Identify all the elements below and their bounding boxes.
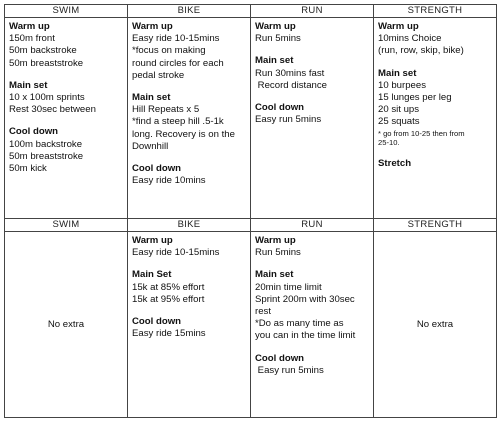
header-strength: STRENGTH: [374, 219, 497, 232]
cell-swim-1: [5, 18, 128, 219]
section-title: Main set: [255, 55, 294, 67]
text-line: 10 x 100m sprints: [9, 92, 85, 104]
section-title: Main set: [378, 67, 417, 79]
workout-row-2: [5, 232, 497, 418]
text-line: Run 5mins: [255, 33, 301, 45]
text-line: 50m breaststroke: [9, 57, 84, 69]
cell-bike-2: [128, 232, 251, 418]
section-title: Main Set: [132, 269, 172, 281]
text-line: rest: [255, 306, 271, 318]
text-line: 10mins Choice: [378, 33, 442, 45]
text-line: Run 30mins fast: [255, 67, 325, 79]
cell-strength-1: [374, 18, 497, 219]
section-title: Warm up: [132, 21, 173, 32]
text-line: pedal stroke: [132, 69, 185, 81]
section-title: Warm up: [378, 21, 419, 32]
run-cool-block: [255, 353, 370, 377]
section-title: Main set: [255, 269, 294, 281]
header-bike: BIKE: [128, 5, 251, 18]
text-line: *Do as many time as: [255, 318, 344, 330]
section-title: Cool down: [132, 163, 182, 175]
text-line: 50m breaststroke: [9, 150, 84, 162]
strength-warmup-block: [378, 21, 493, 58]
header-bike: BIKE: [128, 219, 251, 232]
swim-main-block: [9, 80, 124, 117]
bike-cool-block: [132, 316, 247, 340]
section-title: Cool down: [255, 102, 305, 114]
strength-stretch-block: [378, 158, 493, 170]
no-extra-label: No extra: [47, 319, 85, 330]
no-extra-label: No extra: [416, 319, 454, 330]
text-line: 20 sit ups: [378, 104, 420, 116]
cell-bike-1: [128, 18, 251, 219]
bike-cool-block: [132, 163, 247, 187]
header-row-2: [5, 219, 497, 232]
run-warmup-block: [255, 235, 370, 259]
header-swim: SWIM: [5, 219, 128, 232]
text-line: Easy ride 10-15mins: [132, 33, 220, 45]
workout-plan-sheet: [4, 4, 496, 421]
swim-cool-block: [9, 126, 124, 175]
section-title: Main set: [9, 79, 48, 91]
cell-swim-2: [5, 232, 128, 418]
strength-main-block: [378, 68, 493, 148]
header-strength: STRENGTH: [374, 5, 497, 18]
header-row-1: [5, 5, 497, 18]
text-line: Sprint 200m with 30sec: [255, 293, 355, 305]
header-run: RUN: [251, 5, 374, 18]
header-run: RUN: [251, 219, 374, 232]
run-main-block: [255, 269, 370, 342]
workout-table: [4, 4, 497, 418]
section-title: Stretch: [378, 157, 412, 169]
note-line: * go from 10-25 then from: [378, 128, 465, 138]
section-title: Warm up: [132, 235, 173, 246]
text-line: 15 lunges per leg: [378, 92, 452, 104]
run-warmup-block: [255, 21, 370, 45]
text-line: Easy ride 10mins: [132, 175, 206, 187]
text-line: Easy run 5mins: [255, 364, 324, 376]
cell-run-1: [251, 18, 374, 219]
text-line: 100m backstroke: [9, 138, 83, 150]
section-title: Warm up: [255, 235, 296, 246]
cell-strength-2: [374, 232, 497, 418]
text-line: 15k at 95% effort: [132, 293, 205, 305]
text-line: (run, row, skip, bike): [378, 45, 464, 57]
text-line: Easy ride 15mins: [132, 328, 206, 340]
text-line: Easy run 5mins: [255, 114, 322, 126]
text-line: Downhill: [132, 140, 169, 152]
section-title: Cool down: [9, 126, 59, 138]
text-line: *find a steep hill .5-1k: [132, 116, 224, 128]
text-line: 20min time limit: [255, 281, 322, 293]
text-line: round circles for each: [132, 57, 224, 69]
text-line: Rest 30sec between: [9, 104, 96, 116]
text-line: Record distance: [255, 79, 327, 91]
text-line: you can in the time limit: [255, 330, 356, 342]
text-line: 25 squats: [378, 116, 420, 128]
header-swim: SWIM: [5, 5, 128, 18]
run-cool-block: [255, 102, 370, 126]
section-title: Warm up: [255, 21, 296, 32]
text-line: long. Recovery is on the: [132, 128, 235, 140]
text-line: *focus on making: [132, 45, 206, 57]
workout-row-1: [5, 18, 497, 219]
bike-main-block: [132, 269, 247, 306]
section-title: Cool down: [132, 316, 182, 328]
run-main-block: [255, 55, 370, 92]
swim-warmup-block: [9, 21, 124, 70]
bike-warmup-block: [132, 235, 247, 259]
section-title: Cool down: [255, 352, 305, 364]
bike-main-block: [132, 92, 247, 153]
cell-run-2: [251, 232, 374, 418]
text-line: 15k at 85% effort: [132, 281, 205, 293]
bike-warmup-block: [132, 21, 247, 82]
section-title: Main set: [132, 92, 171, 104]
text-line: Run 5mins: [255, 247, 301, 259]
text-line: 10 burpees: [378, 79, 427, 91]
section-title: Warm up: [9, 21, 50, 32]
text-line: 50m backstroke: [9, 45, 77, 57]
note-line: 25-10.: [378, 138, 400, 148]
text-line: 150m front: [9, 33, 55, 45]
text-line: Easy ride 10-15mins: [132, 247, 220, 259]
text-line: Hill Repeats x 5: [132, 104, 200, 116]
text-line: 50m kick: [9, 163, 47, 175]
